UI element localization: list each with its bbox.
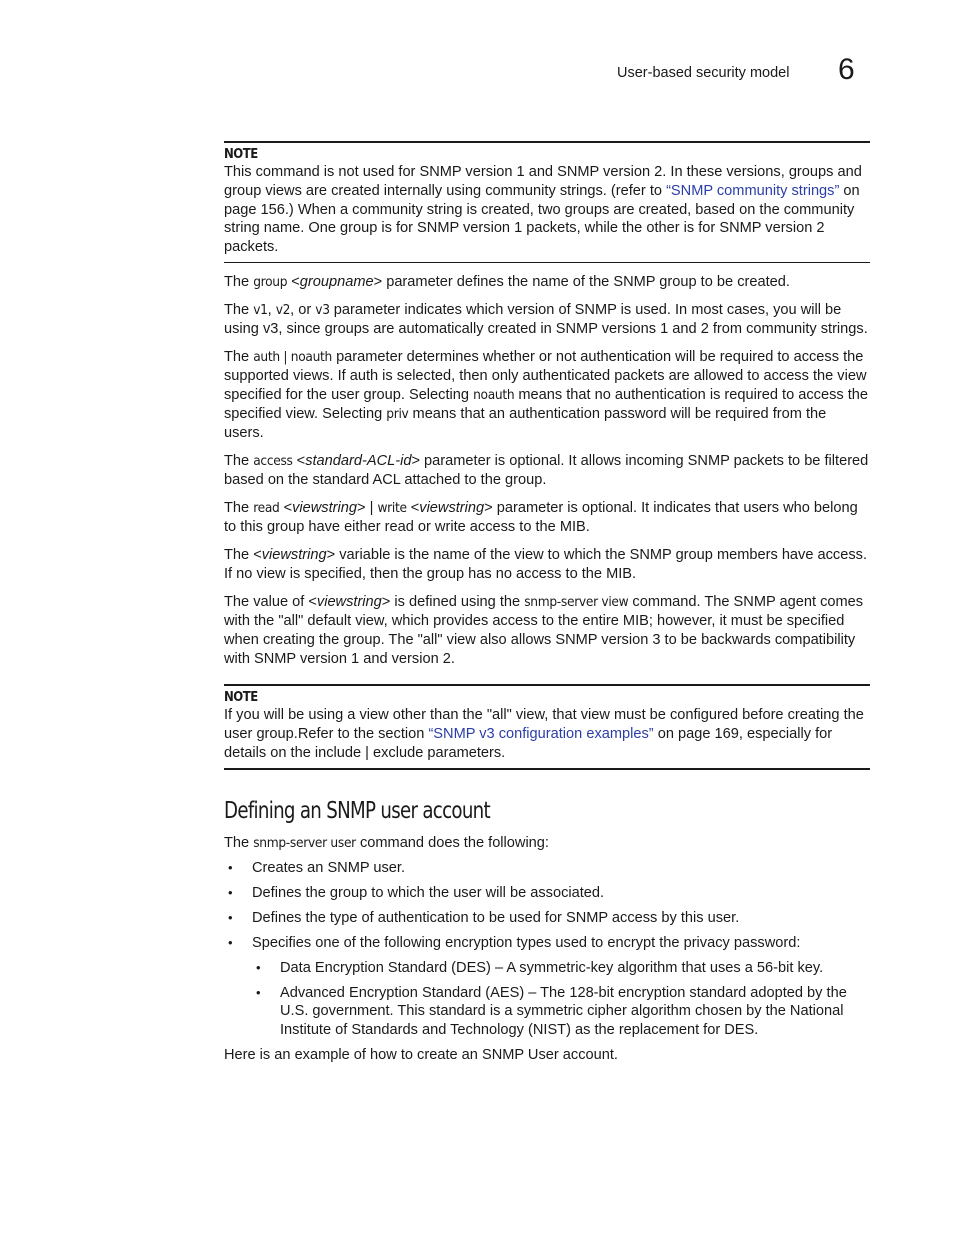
keyword: read bbox=[253, 499, 280, 516]
text: > parameter is optional. It indicates that users who belong to this group have either read or write access to the MIB. bbox=[224, 499, 858, 535]
list-item-text: Defines the group to which the user will be associated. bbox=[252, 884, 605, 901]
paragraph-group bbox=[224, 273, 870, 292]
paragraph-version bbox=[224, 301, 870, 339]
section-heading: Defining an SNMP user account bbox=[224, 797, 490, 824]
text: > is defined using the bbox=[381, 594, 525, 611]
keyword: noauth bbox=[473, 386, 515, 403]
keyword: auth | noauth bbox=[253, 349, 333, 366]
list-item-text: Advanced Encryption Standard (AES) – The 128-bit encryption standard adopted by the U.S. government. This standard is a symmetric cipher algorithm chosen by the National Institute of Standards and Technology (NIST) as the replacement for DES. bbox=[280, 984, 847, 1039]
note-bottom-rule bbox=[224, 262, 870, 263]
page-content bbox=[224, 141, 870, 1065]
note-text bbox=[224, 706, 870, 762]
running-header-title: User-based security model bbox=[617, 65, 790, 81]
bullet-icon: • bbox=[256, 959, 261, 975]
text: < bbox=[287, 273, 300, 290]
keyword: snmp-server user bbox=[253, 834, 356, 851]
keyword: v1 bbox=[253, 302, 268, 319]
text: The value of < bbox=[224, 594, 317, 611]
text: The bbox=[224, 499, 254, 516]
note-text bbox=[224, 163, 870, 257]
bullet-icon: • bbox=[228, 884, 233, 900]
note-label: NOTE bbox=[224, 147, 258, 162]
bullet-icon: • bbox=[228, 859, 233, 875]
variable: groupname bbox=[299, 273, 374, 290]
keyword: v3 bbox=[315, 302, 330, 319]
note-text-part: on page 169, especially for details on the include | exclude parameters. bbox=[224, 726, 833, 761]
sub-list-item bbox=[252, 984, 870, 1040]
note-bottom-rule bbox=[224, 768, 870, 770]
variable: viewstring bbox=[419, 499, 485, 516]
text: > parameter is optional. It allows incoming SNMP packets to be filtered based on the standard ACL attached to the group. bbox=[224, 452, 869, 488]
text: < bbox=[406, 499, 420, 516]
keyword: access bbox=[253, 452, 293, 469]
text: The < bbox=[224, 547, 262, 564]
variable: viewstring bbox=[292, 499, 357, 516]
text: The bbox=[224, 452, 254, 469]
text: parameter indicates which version of SNMP is used. In most cases, you will be using v3, since groups are automatically created in SNMP versions 1 and 2 from community strings. bbox=[224, 302, 868, 338]
bullet-icon: • bbox=[256, 984, 261, 1000]
keyword: snmp-server view bbox=[524, 594, 629, 611]
list-item bbox=[224, 909, 870, 928]
list-item bbox=[224, 859, 870, 878]
list-item-text: Defines the type of authentication to be used for SNMP access by this user. bbox=[252, 909, 740, 926]
note-text-part: This command is not used for SNMP version 1 and SNMP version 2. In these versions, groups and group views are created internally using community strings. (refer to bbox=[224, 164, 862, 199]
note-block-1 bbox=[224, 147, 870, 257]
text: > | bbox=[357, 499, 378, 516]
paragraph-read-write bbox=[224, 499, 870, 537]
bullet-icon: • bbox=[228, 934, 233, 950]
list-item bbox=[224, 934, 870, 1040]
paragraph-access bbox=[224, 452, 870, 490]
text: command. The SNMP agent comes with the "all" default view, which provides access to the entire MIB; however, it must be specified when creating the group. The "all" view also allows SNMP version 3 to be backwards compatibility with SNMP version 1 and version 2. bbox=[224, 594, 864, 667]
list-item-text: Specifies one of the following encryption types used to encrypt the privacy password: bbox=[252, 934, 801, 951]
note-block-2 bbox=[224, 690, 870, 762]
sub-list-item bbox=[252, 959, 870, 978]
list-item bbox=[224, 884, 870, 903]
bullet-list bbox=[224, 859, 870, 1040]
text: command does the following: bbox=[355, 834, 549, 851]
text: The bbox=[224, 273, 254, 290]
cross-reference-link[interactable]: “SNMP v3 configuration examples” bbox=[428, 726, 654, 743]
sub-bullet-list bbox=[252, 959, 870, 1040]
text: , bbox=[267, 302, 276, 319]
paragraph-viewstring-value bbox=[224, 593, 870, 668]
keyword: priv bbox=[386, 405, 409, 422]
note-top-rule bbox=[224, 141, 870, 143]
variable: viewstring bbox=[316, 594, 382, 611]
keyword: v2 bbox=[275, 302, 291, 319]
text: < bbox=[292, 452, 306, 469]
list-item-text: Data Encryption Standard (DES) – A symmetric-key algorithm that uses a 56-bit key. bbox=[280, 959, 824, 976]
note-top-rule bbox=[224, 684, 870, 686]
text: > parameter defines the name of the SNMP group to be created. bbox=[373, 273, 790, 290]
text: means that no authentication is required to access the specified view. Selecting bbox=[224, 386, 869, 422]
note-text-part: on page 156.) When a community string is created, two groups are created, based on the community string name. One group is for SNMP version 1 packets, while the other is for SNMP version 2 packets. bbox=[224, 182, 860, 256]
paragraph-command-intro bbox=[224, 834, 870, 853]
text: The bbox=[224, 302, 254, 319]
text: < bbox=[279, 499, 293, 516]
paragraph-viewstring bbox=[224, 546, 870, 584]
note-label: NOTE bbox=[224, 690, 258, 706]
text: , or bbox=[290, 302, 316, 319]
variable: standard-ACL-id bbox=[305, 452, 412, 469]
keyword: group bbox=[253, 273, 288, 290]
list-item-text: Creates an SNMP user. bbox=[252, 859, 406, 876]
variable: viewstring bbox=[261, 547, 327, 564]
text: The bbox=[224, 834, 254, 851]
bullet-icon: • bbox=[228, 909, 233, 925]
keyword: write bbox=[377, 499, 407, 516]
text: parameter determines whether or not authentication will be required to access the supported views. If auth is selected, then only authenticated packets are allowed to access the view specified for the user group. Selecting bbox=[224, 349, 867, 403]
text: means that an authentication password will be required from the users. bbox=[224, 405, 827, 441]
cross-reference-link[interactable]: “SNMP community strings” bbox=[666, 182, 840, 199]
text: The bbox=[224, 349, 254, 366]
paragraph-example-intro: Here is an example of how to create an SNMP User account. bbox=[224, 1047, 618, 1064]
chapter-number: 6 bbox=[838, 53, 855, 86]
text: > variable is the name of the view to which the SNMP group members have access. If no view is specified, then the group has no access to the MIB. bbox=[224, 547, 867, 582]
paragraph-auth bbox=[224, 348, 870, 442]
note-text-part: If you will be using a view other than the "all" view, that view must be configured before creating the user group.Refer to the section bbox=[224, 707, 864, 743]
